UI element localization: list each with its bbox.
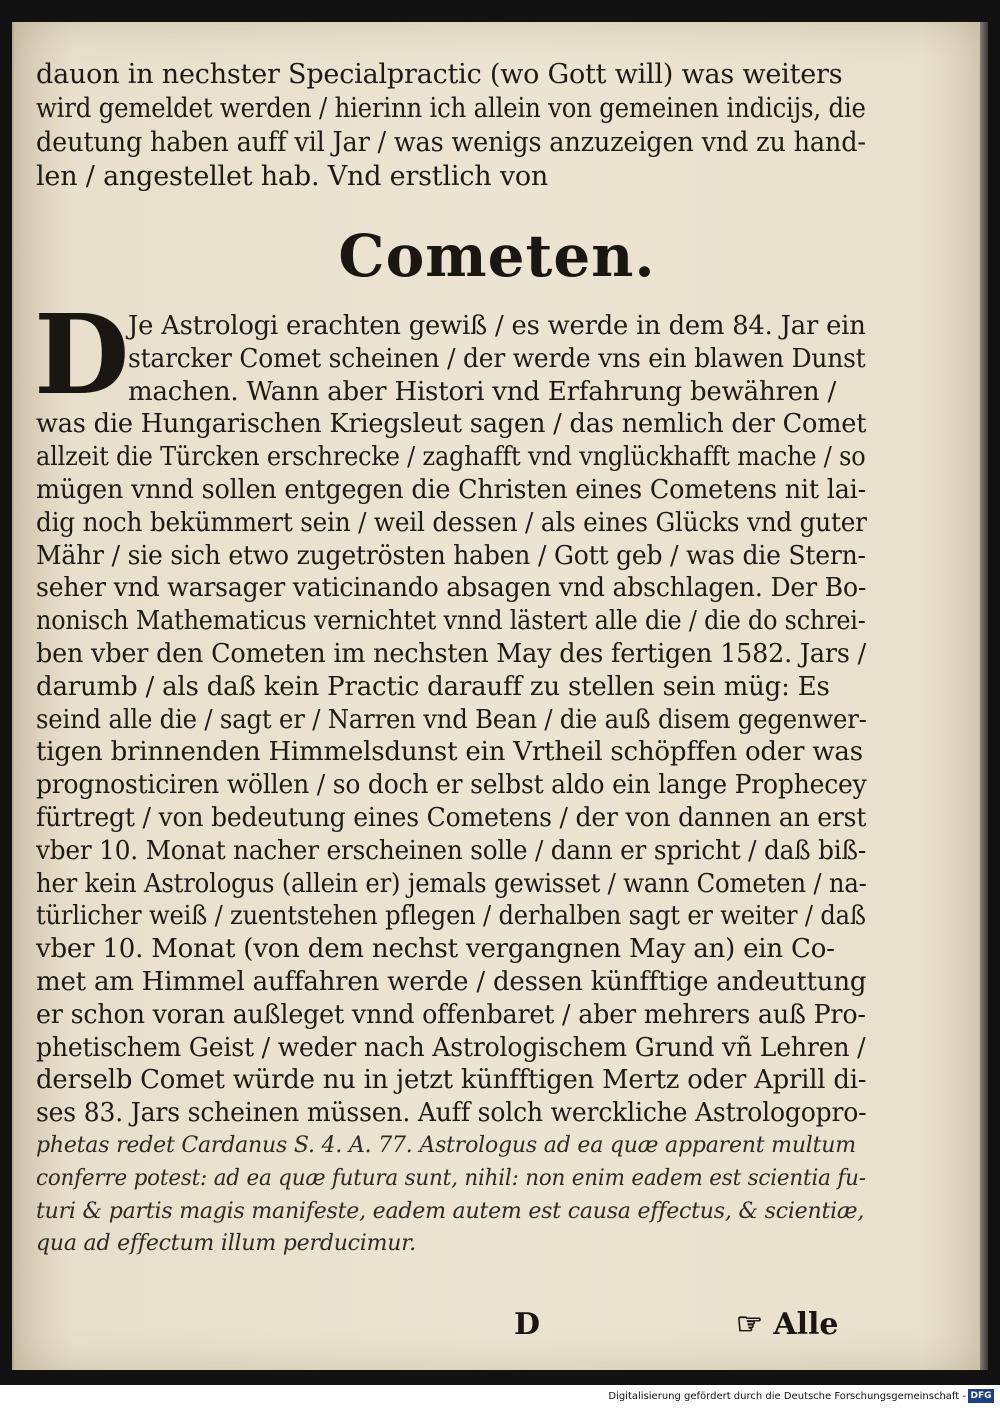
body-line: dig noch bekümmert sein / weil dessen / als eines Glücks vnd guter (36, 507, 867, 538)
drop-capital: D (34, 290, 130, 419)
latin-line: qua ad effectum illum perducimur. (36, 1231, 416, 1257)
body-line: tigen brinnenden Himmelsdunst ein Vrtheil schöpffen oder was (36, 737, 863, 768)
intro-line: dauon in nechster Specialpractic (wo Gott will) was weiters (36, 59, 843, 90)
body-line: fürtregt / von bedeutung eines Cometens / der von dannen an erst (36, 802, 867, 833)
intro-line: len / angestellet hab. Vnd erstlich von (36, 161, 549, 192)
footer-bar (0, 1385, 1000, 1410)
body-line: was die Hungarischen Kriegsleut sagen / das nemlich der Comet (36, 409, 867, 440)
body-line: phetischem Geist / weder nach Astrologischem Grund vñ Lehren / (36, 1032, 866, 1063)
body-paragraph (36, 310, 866, 1261)
body-line: derselb Comet würde nu in jetzt künfftigen Mertz oder Aprill di- (36, 1065, 867, 1096)
intro-line: wird gemeldet werden / hierinn ich allein von gemeinen indicijs, die (36, 93, 866, 124)
body-line: Mähr / sie sich etwo zugetrösten haben / Gott geb / was die Stern- (36, 540, 866, 571)
body-line: prognosticiren wöllen / so doch er selbst aldo ein lange Prophecey (36, 770, 867, 801)
body-line: met am Himmel auffahren werde / dessen künfftige andeuttung (36, 966, 867, 997)
latin-line: conferre potest: ad ea quæ futura sunt, nihil: non enim eadem est scientia fu- (36, 1165, 866, 1191)
body-line: darumb / als daß kein Practic darauff zu stellen sein müg: Es (36, 671, 830, 702)
body-line: allzeit die Türcken erschrecke / zaghafft vnd vnglückhafft mache / so (36, 442, 866, 473)
body-line: nonisch Mathematicus vernichtet vnnd lästert alle die / die do schrei- (36, 606, 866, 637)
body-line: türlicher weiß / zuentstehen pflegen / derhalben sagt er weiter / daß (36, 901, 866, 932)
intro-paragraph (36, 58, 866, 194)
dfg-logo: DFG (968, 1389, 994, 1403)
body-line: machen. Wann aber Histori vnd Erfahrung bewähren / (128, 376, 837, 407)
body-line: seind alle die / sagt er / Narren vnd Bean / die auß disem gegenwer- (36, 704, 867, 735)
body-line: starcker Comet scheinen / der werde vns ein blawen Dunst (128, 343, 866, 374)
body-line: er schon voran außleget vnnd offenbaret / aber mehrers auß Pro- (36, 999, 866, 1030)
latin-quotation (36, 1130, 866, 1261)
catchword: ☞ Alle (736, 1307, 839, 1342)
body-line: mügen vnnd sollen entgegen die Christen eines Cometens nit lai- (36, 474, 867, 505)
funding-credit: Digitalisierung gefördert durch die Deutsche Forschungsgemeinschaft - (608, 1391, 966, 1402)
body-line: ben vber den Cometen im nechsten May des fertigen 1582. Jars / (36, 638, 866, 669)
book-page (12, 22, 980, 1370)
latin-line: turi & partis magis manifeste, eadem autem est causa effectus, & scientiæ, (36, 1198, 865, 1224)
body-line: ses 83. Jars scheinen müssen. Auff solch werckliche Astrologopro- (36, 1098, 867, 1129)
signature-mark: D (514, 1307, 541, 1342)
latin-line: phetas redet Cardanus S. 4. A. 77. Astrologus ad ea quæ apparent multum (36, 1132, 856, 1158)
section-title: Cometen. (338, 222, 656, 290)
body-line: seher vnd warsager vaticinando absagen vnd abschlagen. Der Bo- (36, 573, 867, 604)
body-line: vber 10. Monat nacher erscheinen solle / dann er spricht / daß biß- (36, 835, 866, 866)
body-line: Je Astrologi erachten gewiß / es werde in dem 84. Jar ein (128, 311, 866, 341)
intro-line: deutung haben auff vil Jar / was wenigs anzuzeigen vnd zu hand- (36, 127, 866, 158)
body-line: vber 10. Monat (von dem nechst vergangnen May an) ein Co- (36, 934, 835, 965)
body-line: her kein Astrologus (allein er) jemals gewisset / wann Cometen / na- (36, 868, 867, 899)
